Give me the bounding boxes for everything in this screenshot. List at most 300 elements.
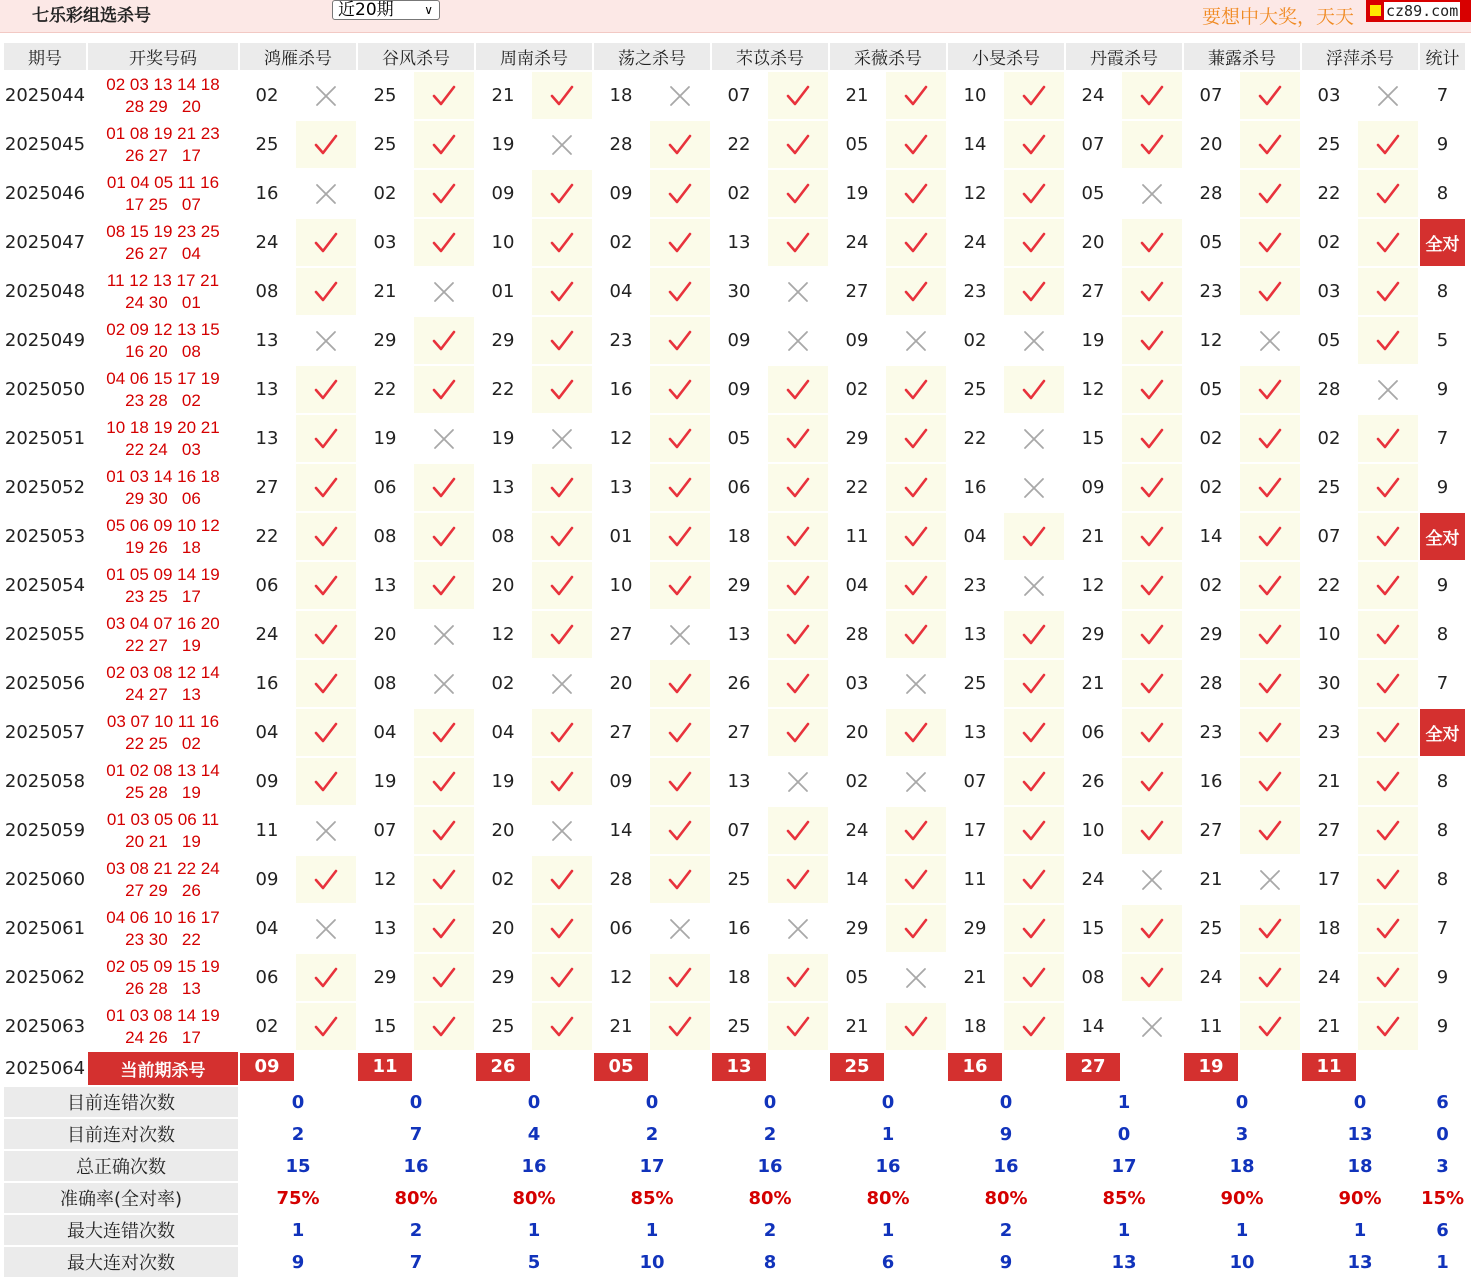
kill-number: 17 xyxy=(963,820,987,841)
kill-number: 02 xyxy=(727,183,751,204)
draw-numbers xyxy=(88,268,238,315)
draw-numbers xyxy=(88,415,238,462)
kill-number: 14 xyxy=(963,134,987,155)
col-expert[interactable]: 丹霞杀号 xyxy=(1066,43,1182,70)
kill-number: 24 xyxy=(1199,967,1223,988)
kill-number: 07 xyxy=(963,771,987,792)
check-icon xyxy=(414,709,474,756)
kill-number: 04 xyxy=(255,918,279,939)
kill-number: 29 xyxy=(1081,624,1105,645)
kill-number: 21 xyxy=(609,1016,633,1037)
cross-icon xyxy=(414,268,474,315)
check-icon xyxy=(414,1003,474,1050)
period-select-value: 近20期 xyxy=(338,0,394,20)
draw-basic: 26 27 xyxy=(125,145,168,165)
check-icon xyxy=(532,464,592,511)
kill-number: 02 xyxy=(491,673,515,694)
draw-numbers xyxy=(88,72,238,119)
kill-number: 23 xyxy=(963,575,987,596)
check-icon xyxy=(650,856,710,903)
check-icon xyxy=(886,72,946,119)
check-icon xyxy=(1240,121,1300,168)
period-cell: 2025054 xyxy=(4,575,86,596)
kill-number: 02 xyxy=(1317,428,1341,449)
check-icon xyxy=(296,415,356,462)
table-row xyxy=(4,366,1465,413)
draw-special: 03 xyxy=(181,439,201,459)
stat-value: 90% xyxy=(1220,1187,1264,1209)
draw-special: 26 xyxy=(181,880,201,900)
stat-value: 17 xyxy=(639,1155,665,1177)
check-icon xyxy=(532,758,592,805)
all-correct-badge: 全对 xyxy=(1420,219,1465,266)
draw-special: 13 xyxy=(181,684,201,704)
stat-row xyxy=(4,1247,1465,1277)
draw-special: 08 xyxy=(181,341,201,361)
period-cell: 2025045 xyxy=(4,134,86,155)
period-cell: 2025062 xyxy=(4,967,86,988)
col-expert[interactable]: 采薇杀号 xyxy=(830,43,946,70)
stat-value: 1 xyxy=(881,1123,895,1145)
current-kill-number: 16 xyxy=(948,1053,1002,1081)
kill-number: 14 xyxy=(609,820,633,841)
check-icon xyxy=(532,513,592,560)
check-icon xyxy=(532,170,592,217)
check-icon xyxy=(414,464,474,511)
table-row xyxy=(4,268,1465,315)
col-expert[interactable]: 蒹露杀号 xyxy=(1184,43,1300,70)
draw-basic: 22 27 xyxy=(125,635,168,655)
draw-basic: 24 26 xyxy=(125,1027,168,1047)
check-icon xyxy=(886,415,946,462)
check-icon xyxy=(886,905,946,952)
period-cell: 2025063 xyxy=(4,1016,86,1037)
kill-number: 03 xyxy=(845,673,869,694)
current-kill-cell xyxy=(358,1052,412,1085)
check-icon xyxy=(532,219,592,266)
correct-count: 9 xyxy=(1436,134,1449,155)
stat-value: 4 xyxy=(527,1123,541,1145)
draw-line-1: 02 03 13 14 18 xyxy=(106,74,220,94)
kill-number: 23 xyxy=(1199,722,1223,743)
draw-line-2 xyxy=(88,488,238,510)
draw-numbers xyxy=(88,170,238,217)
stat-value: 1 xyxy=(1235,1219,1249,1241)
check-icon xyxy=(886,562,946,609)
kill-number: 22 xyxy=(1317,575,1341,596)
check-icon xyxy=(886,856,946,903)
current-kill-number: 11 xyxy=(358,1053,412,1081)
period-cell: 2025055 xyxy=(4,624,86,645)
check-icon xyxy=(886,170,946,217)
kill-number: 29 xyxy=(491,967,515,988)
check-icon xyxy=(768,415,828,462)
table-row xyxy=(4,562,1465,609)
kill-number: 28 xyxy=(1199,673,1223,694)
kill-number: 29 xyxy=(845,428,869,449)
check-icon xyxy=(1004,611,1064,658)
draw-line-2 xyxy=(88,243,238,265)
cross-icon xyxy=(1004,562,1064,609)
correct-count: 8 xyxy=(1436,820,1449,841)
kill-number: 21 xyxy=(1081,526,1105,547)
stat-row xyxy=(4,1183,1465,1213)
check-icon xyxy=(1122,415,1182,462)
col-expert[interactable]: 浮萍杀号 xyxy=(1302,43,1418,70)
cross-icon xyxy=(296,72,356,119)
draw-special: 17 xyxy=(181,145,201,165)
check-icon xyxy=(414,72,474,119)
check-icon xyxy=(768,1003,828,1050)
stat-value: 0 xyxy=(881,1091,895,1113)
check-icon xyxy=(1004,709,1064,756)
draw-basic: 16 20 xyxy=(125,341,168,361)
stat-label: 总正确次数 xyxy=(4,1151,238,1181)
kill-number: 29 xyxy=(1199,624,1223,645)
draw-basic: 24 27 xyxy=(125,684,168,704)
table-row xyxy=(4,660,1465,707)
check-icon xyxy=(1358,219,1418,266)
stat-value: 3 xyxy=(1235,1123,1249,1145)
check-icon xyxy=(296,268,356,315)
kill-number: 15 xyxy=(373,1016,397,1037)
col-expert[interactable]: 芣苡杀号 xyxy=(712,43,828,70)
check-icon xyxy=(1122,807,1182,854)
kill-number: 30 xyxy=(727,281,751,302)
check-icon xyxy=(1122,219,1182,266)
stat-value: 15 xyxy=(285,1155,311,1177)
draw-line-2 xyxy=(88,194,238,216)
correct-count: 7 xyxy=(1436,918,1449,939)
draw-numbers xyxy=(88,905,238,952)
promo-marquee[interactable]: 要想中大奖，天天 xyxy=(1202,6,1355,28)
check-icon xyxy=(1358,464,1418,511)
cross-icon xyxy=(532,660,592,707)
check-icon xyxy=(296,513,356,560)
kill-number: 29 xyxy=(373,967,397,988)
kill-number: 13 xyxy=(609,477,633,498)
kill-number: 23 xyxy=(963,281,987,302)
stat-value: 75% xyxy=(276,1187,320,1209)
blank-cell xyxy=(1358,1052,1418,1085)
kill-number: 06 xyxy=(255,575,279,596)
table-row xyxy=(4,954,1465,1001)
current-kill-number: 05 xyxy=(594,1053,648,1081)
kill-number: 13 xyxy=(727,624,751,645)
draw-line-1: 01 03 08 14 19 xyxy=(106,1005,220,1025)
kill-number: 02 xyxy=(255,85,279,106)
site-badge[interactable] xyxy=(1366,0,1471,22)
kill-number: 09 xyxy=(727,330,751,351)
draw-line-2 xyxy=(88,733,238,755)
draw-line-1: 02 03 08 12 14 xyxy=(106,662,220,682)
cross-icon xyxy=(296,317,356,364)
stat-label: 最大连对次数 xyxy=(4,1247,238,1277)
period-cell: 2025048 xyxy=(4,281,86,302)
kill-number: 10 xyxy=(1081,820,1105,841)
kill-number: 14 xyxy=(1081,1016,1105,1037)
check-icon xyxy=(532,1003,592,1050)
stat-value: 1 xyxy=(527,1219,541,1241)
draw-basic: 26 28 xyxy=(125,978,168,998)
correct-count: 9 xyxy=(1436,379,1449,400)
kill-number: 01 xyxy=(491,281,515,302)
draw-numbers xyxy=(88,954,238,1001)
check-icon xyxy=(296,1003,356,1050)
check-icon xyxy=(532,366,592,413)
draw-numbers xyxy=(88,219,238,266)
col-expert[interactable]: 谷风杀号 xyxy=(358,43,474,70)
draw-basic: 28 29 xyxy=(125,96,168,116)
table-row xyxy=(4,611,1465,658)
kill-number: 15 xyxy=(1081,428,1105,449)
check-icon xyxy=(1358,317,1418,364)
stat-total: 1 xyxy=(1436,1251,1449,1273)
check-icon xyxy=(768,366,828,413)
draw-line-2 xyxy=(88,537,238,559)
draw-line-1: 01 02 08 13 14 xyxy=(106,760,220,780)
kill-number: 24 xyxy=(1081,869,1105,890)
draw-special: 19 xyxy=(181,782,201,802)
kill-number: 23 xyxy=(1199,281,1223,302)
stat-value: 0 xyxy=(1353,1091,1367,1113)
kill-number: 06 xyxy=(1081,722,1105,743)
stat-value: 13 xyxy=(1347,1123,1373,1145)
stat-row xyxy=(4,1215,1465,1245)
correct-count: 9 xyxy=(1436,1016,1449,1037)
check-icon xyxy=(1004,366,1064,413)
check-icon xyxy=(886,268,946,315)
kill-number: 20 xyxy=(609,673,633,694)
kill-number: 27 xyxy=(1199,820,1223,841)
draw-numbers xyxy=(88,856,238,903)
cross-icon xyxy=(886,660,946,707)
stat-total: 6 xyxy=(1436,1091,1449,1113)
check-icon xyxy=(532,268,592,315)
cross-icon xyxy=(414,415,474,462)
stat-value: 0 xyxy=(645,1091,659,1113)
check-icon xyxy=(1122,72,1182,119)
blank-cell xyxy=(1420,1052,1465,1085)
check-icon xyxy=(1240,219,1300,266)
check-icon xyxy=(296,366,356,413)
kill-number: 18 xyxy=(609,85,633,106)
check-icon xyxy=(886,611,946,658)
kill-number: 11 xyxy=(845,526,869,547)
check-icon xyxy=(768,219,828,266)
check-icon xyxy=(650,464,710,511)
stat-total: 3 xyxy=(1436,1155,1449,1177)
cross-icon xyxy=(414,660,474,707)
check-icon xyxy=(1240,807,1300,854)
kill-number: 02 xyxy=(1199,477,1223,498)
stat-value: 90% xyxy=(1338,1187,1382,1209)
check-icon xyxy=(532,72,592,119)
chevron-down-icon: ∨ xyxy=(424,3,433,17)
cross-icon xyxy=(1004,415,1064,462)
draw-numbers xyxy=(88,807,238,854)
correct-count: 8 xyxy=(1436,624,1449,645)
check-icon xyxy=(1240,611,1300,658)
blank-cell xyxy=(1122,1052,1182,1085)
kill-number: 11 xyxy=(255,820,279,841)
kill-number: 21 xyxy=(845,1016,869,1037)
blank-cell xyxy=(650,1052,710,1085)
kill-number: 20 xyxy=(491,820,515,841)
stat-value: 10 xyxy=(1229,1251,1255,1273)
draw-special: 13 xyxy=(181,978,201,998)
check-icon xyxy=(532,562,592,609)
check-icon xyxy=(1240,366,1300,413)
check-icon xyxy=(1004,72,1064,119)
check-icon xyxy=(1358,562,1418,609)
stat-label: 目前连错次数 xyxy=(4,1087,238,1117)
check-icon xyxy=(1358,709,1418,756)
check-icon xyxy=(886,709,946,756)
kill-number: 18 xyxy=(1317,918,1341,939)
kill-number: 27 xyxy=(845,281,869,302)
draw-numbers xyxy=(88,611,238,658)
kill-number: 02 xyxy=(1199,575,1223,596)
stat-value: 16 xyxy=(875,1155,901,1177)
current-period: 2025064 xyxy=(4,1058,86,1079)
col-expert[interactable]: 荡之杀号 xyxy=(594,43,710,70)
kill-number: 12 xyxy=(963,183,987,204)
check-icon xyxy=(296,611,356,658)
stat-value: 8 xyxy=(763,1251,777,1273)
period-select[interactable] xyxy=(332,0,440,20)
draw-basic: 26 27 xyxy=(125,243,168,263)
check-icon xyxy=(532,611,592,658)
kill-number: 13 xyxy=(963,722,987,743)
stat-value: 2 xyxy=(763,1219,777,1241)
draw-numbers xyxy=(88,121,238,168)
table-row xyxy=(4,905,1465,952)
stat-total: 6 xyxy=(1436,1219,1449,1241)
col-expert[interactable]: 鸿雁杀号 xyxy=(240,43,356,70)
check-icon xyxy=(1240,660,1300,707)
kill-number: 09 xyxy=(845,330,869,351)
check-icon xyxy=(414,954,474,1001)
check-icon xyxy=(532,856,592,903)
stat-label: 最大连错次数 xyxy=(4,1215,238,1245)
cross-icon xyxy=(1004,317,1064,364)
check-icon xyxy=(1240,758,1300,805)
kill-number: 25 xyxy=(1317,477,1341,498)
period-cell: 2025053 xyxy=(4,526,86,547)
cross-icon xyxy=(650,905,710,952)
draw-basic: 23 30 xyxy=(125,929,168,949)
kill-number: 06 xyxy=(727,477,751,498)
draw-basic: 29 30 xyxy=(125,488,168,508)
kill-number: 26 xyxy=(727,673,751,694)
kill-number: 08 xyxy=(373,673,397,694)
kill-number: 06 xyxy=(255,967,279,988)
kill-number: 25 xyxy=(373,85,397,106)
cross-icon xyxy=(768,268,828,315)
draw-special: 17 xyxy=(181,586,201,606)
check-icon xyxy=(650,219,710,266)
check-icon xyxy=(1240,268,1300,315)
current-kill-cell xyxy=(1066,1052,1120,1085)
draw-line-1: 01 03 05 06 11 xyxy=(106,809,220,829)
kill-number: 28 xyxy=(1199,183,1223,204)
kill-number: 21 xyxy=(845,85,869,106)
kill-number: 20 xyxy=(491,575,515,596)
check-icon xyxy=(296,709,356,756)
check-icon xyxy=(1358,415,1418,462)
check-icon xyxy=(768,954,828,1001)
kill-number: 18 xyxy=(727,967,751,988)
correct-count: 8 xyxy=(1436,771,1449,792)
stat-value: 18 xyxy=(1347,1155,1373,1177)
check-icon xyxy=(1358,856,1418,903)
draw-special: 07 xyxy=(181,194,201,214)
kill-number: 06 xyxy=(373,477,397,498)
blank-cell xyxy=(296,1052,356,1085)
check-icon xyxy=(1122,709,1182,756)
col-expert[interactable]: 小旻杀号 xyxy=(948,43,1064,70)
table-row xyxy=(4,807,1465,854)
check-icon xyxy=(1358,758,1418,805)
draw-special: 18 xyxy=(181,537,201,557)
draw-line-1: 10 18 19 20 21 xyxy=(106,417,220,437)
kill-number: 02 xyxy=(609,232,633,253)
cross-icon xyxy=(532,121,592,168)
kill-number: 29 xyxy=(963,918,987,939)
cross-icon xyxy=(1358,366,1418,413)
kill-number: 28 xyxy=(609,869,633,890)
current-kill-cell xyxy=(594,1052,648,1085)
stat-value: 0 xyxy=(409,1091,423,1113)
stat-value: 80% xyxy=(748,1187,792,1209)
check-icon xyxy=(1004,170,1064,217)
table-row xyxy=(4,219,1465,266)
draw-special: 20 xyxy=(181,96,201,116)
col-expert[interactable]: 周南杀号 xyxy=(476,43,592,70)
draw-line-1: 01 05 09 14 19 xyxy=(106,564,220,584)
check-icon xyxy=(650,758,710,805)
check-icon xyxy=(886,513,946,560)
draw-numbers xyxy=(88,709,238,756)
draw-special: 04 xyxy=(181,243,201,263)
check-icon xyxy=(414,905,474,952)
stat-value: 13 xyxy=(1347,1251,1373,1273)
kill-number: 02 xyxy=(491,869,515,890)
draw-basic: 22 24 xyxy=(125,439,168,459)
check-icon xyxy=(1004,121,1064,168)
kill-number: 19 xyxy=(491,428,515,449)
kill-number: 09 xyxy=(727,379,751,400)
kill-number: 25 xyxy=(1199,918,1223,939)
draw-numbers xyxy=(88,366,238,413)
kill-number: 10 xyxy=(491,232,515,253)
current-kill-cell xyxy=(1302,1052,1356,1085)
correct-count: 9 xyxy=(1436,477,1449,498)
period-cell: 2025047 xyxy=(4,232,86,253)
correct-count: 8 xyxy=(1436,281,1449,302)
kill-number: 28 xyxy=(1317,379,1341,400)
col-stat: 统计 xyxy=(1420,43,1465,70)
check-icon xyxy=(1004,856,1064,903)
kill-number: 16 xyxy=(963,477,987,498)
cross-icon xyxy=(1240,856,1300,903)
kill-number: 26 xyxy=(1081,771,1105,792)
check-icon xyxy=(768,709,828,756)
stat-value: 0 xyxy=(291,1091,305,1113)
current-kill-cell xyxy=(712,1052,766,1085)
kill-number: 09 xyxy=(255,771,279,792)
